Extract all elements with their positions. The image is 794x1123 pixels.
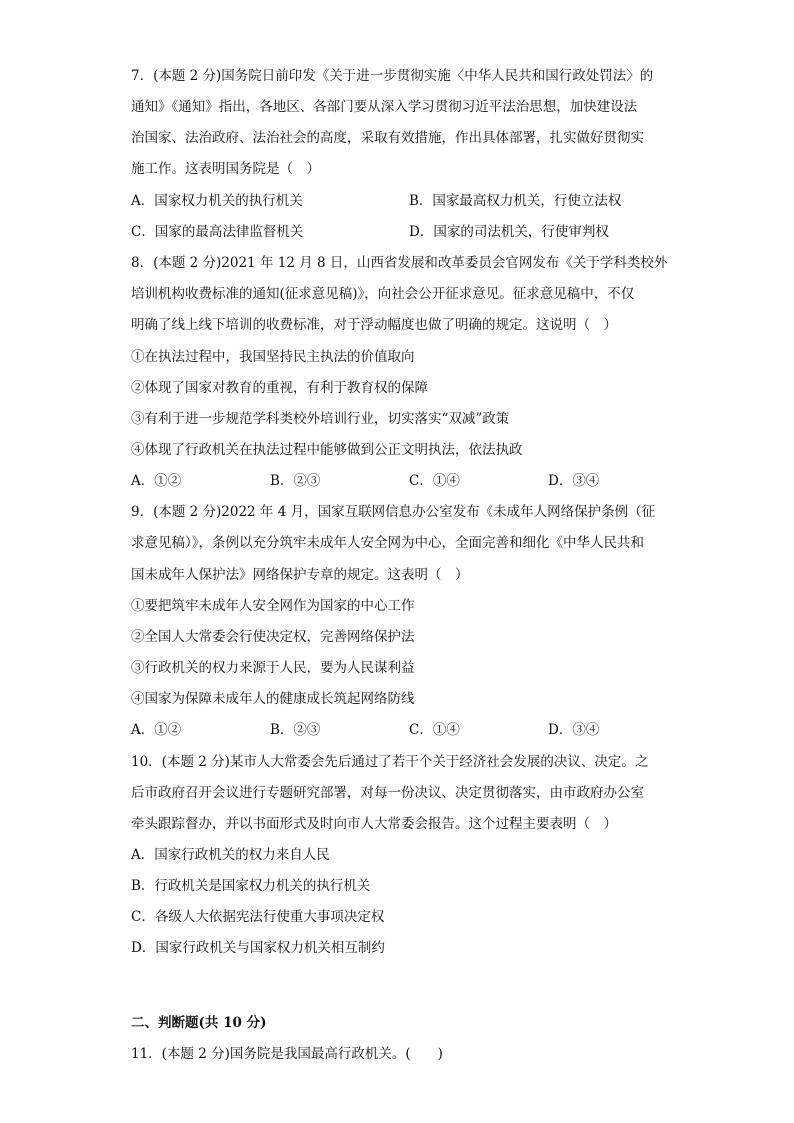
q9-option-b: B．②③ bbox=[270, 722, 321, 738]
q8-line-2: 培训机构收费标准的通知(征求意见稿)》，向社会公开征求意见。征求意见稿中，不仅 bbox=[131, 286, 635, 302]
q8-option-b: B．②③ bbox=[270, 473, 321, 489]
q9-option-c: C．①④ bbox=[409, 722, 460, 738]
q7-line-4: 施工作。这表明国务院是（ ） bbox=[131, 161, 320, 177]
q10-option-d: D．国家行政机关与国家权力机关相互制约 bbox=[131, 940, 385, 956]
q9-statement-3: ③行政机关的权力来源于人民，要为人民谋利益 bbox=[131, 660, 415, 676]
q11-line-1: 11．(本题 2 分)国务院是我国最高行政机关。( ) bbox=[131, 1046, 443, 1062]
q9-statement-2: ②全国人大常委会行使决定权，完善网络保护法 bbox=[131, 629, 415, 645]
q7-line-3: 治国家、法治政府、法治社会的高度，采取有效措施，作出具体部署，扎实做好贯彻实 bbox=[131, 130, 644, 146]
q9-statement-4: ④国家为保障未成年人的健康成长筑起网络防线 bbox=[131, 691, 415, 707]
q9-statement-1: ①要把筑牢未成年人安全网作为国家的中心工作 bbox=[131, 598, 415, 614]
section-title-judgment: 二、判断题(共 10 分) bbox=[131, 1015, 267, 1031]
q8-statement-1: ①在执法过程中，我国坚持民主执法的价值取向 bbox=[131, 349, 415, 365]
q8-line-1: 8．(本题 2 分)2021 年 12 月 8 日，山西省发展和改革委员会官网发布《关于学科类校外 bbox=[131, 255, 668, 271]
q8-statement-4: ④体现了行政机关在执法过程中能够做到公正文明执法，依法执政 bbox=[131, 442, 523, 458]
q7-line-1: 7．(本题 2 分)国务院日前印发《关于进一步贯彻实施〈中华人民共和国行政处罚法〉的 bbox=[131, 68, 654, 84]
q9-line-1: 9．(本题 2 分)2022 年 4 月，国家互联网信息办公室发布《未成年人网络保护条例（征 bbox=[131, 504, 656, 520]
q10-option-a: A．国家行政机关的权力来自人民 bbox=[131, 847, 330, 863]
q8-statement-3: ③有利于进一步规范学科类校外培训行业，切实落实“双减”政策 bbox=[131, 411, 510, 427]
q9-line-3: 国未成年人保护法》网络保护专章的规定。这表明（ ） bbox=[131, 567, 469, 583]
q7-option-d: D．国家的司法机关，行使审判权 bbox=[409, 224, 609, 240]
q7-option-b: B．国家最高权力机关，行使立法权 bbox=[409, 193, 622, 209]
q9-line-2: 求意见稿）》，条例以充分筑牢未成年人安全网为中心，全面完善和细化《中华人民共和 bbox=[131, 535, 644, 551]
q8-option-d: D．③④ bbox=[548, 473, 600, 489]
q7-option-c: C．国家的最高法律监督机关 bbox=[131, 224, 304, 240]
q8-statement-2: ②体现了国家对教育的重视，有利于教育权的保障 bbox=[131, 380, 428, 396]
q7-line-2: 通知》《通知》指出，各地区、各部门要从深入学习贯彻习近平法治思想，加快建设法 bbox=[131, 99, 638, 115]
q10-option-b: B．行政机关是国家权力机关的执行机关 bbox=[131, 878, 371, 894]
q10-option-c: C．各级人大依据宪法行使重大事项决定权 bbox=[131, 909, 385, 925]
q7-option-a: A．国家权力机关的执行机关 bbox=[131, 193, 303, 209]
q9-option-a: A．①② bbox=[131, 722, 182, 738]
q8-option-a: A．①② bbox=[131, 473, 182, 489]
q10-line-1: 10．(本题 2 分)某市人大常委会先后通过了若干个关于经济社会发展的决议、决定。之 bbox=[131, 754, 649, 770]
q10-line-2: 后市政府召开会议进行专题研究部署，对每一份决议、决定贯彻落实，由市政府办公室 bbox=[131, 785, 644, 801]
q8-line-3: 明确了线上线下培训的收费标准，对于浮动幅度也做了明确的规定。这说明（ ） bbox=[131, 317, 617, 333]
q10-line-3: 牵头跟踪督办，并以书面形式及时向市人大常委会报告。这个过程主要表明（ ） bbox=[131, 816, 617, 832]
q8-option-c: C．①④ bbox=[409, 473, 460, 489]
q9-option-d: D．③④ bbox=[548, 722, 600, 738]
